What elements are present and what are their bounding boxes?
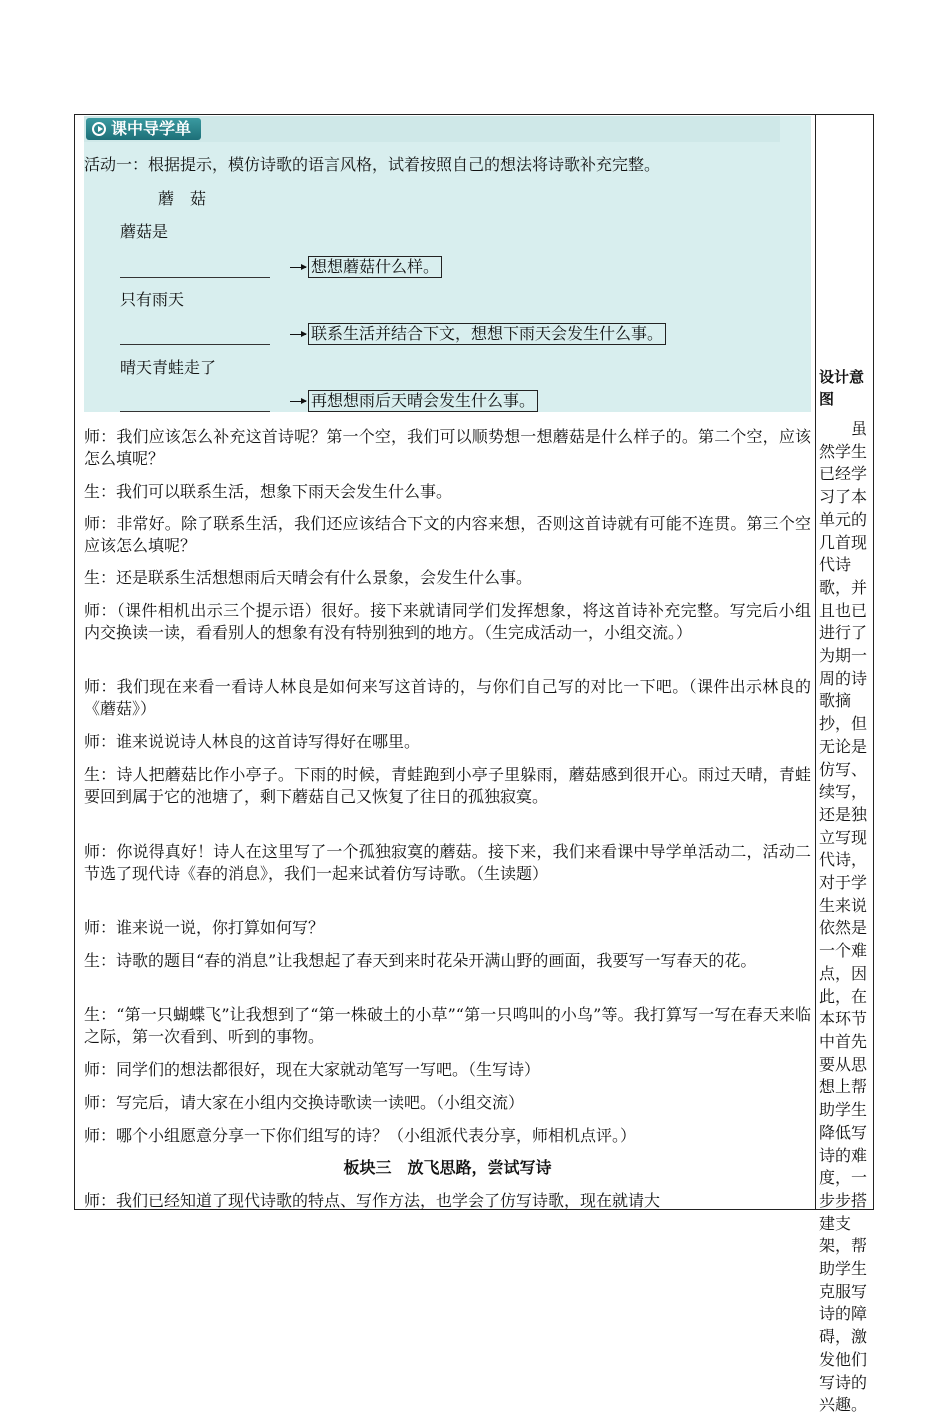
dialogue-line: 师：（课件相机出示三个提示语）很好。接下来就请同学们发挥想象，将这首诗补充完整。写完后小组内交换读一读，看看别人的想象有没有特别独到的地方。（生完成活动一，小组交流。） [84, 601, 811, 642]
poem-line-2: 只有雨天 [120, 290, 185, 309]
guide-tab-bar [84, 116, 780, 142]
hint-box: 想想蘑菇什么样。 [308, 256, 442, 278]
dialogue-line: 师：非常好。除了联系生活，我们还应该结合下文的内容来想，否则这首诗就有可能不连贯。第三个空应该怎么填呢？ [84, 514, 811, 555]
dialogue-line: 师：哪个小组愿意分享一下你们组写的诗？（小组派代表分享，师相机点评。） [84, 1126, 637, 1145]
dialogue-line: 生：“第一只蝴蝶飞”让我想到了“第一株破土的小草”“第一只鸣叫的小鸟”等。我打算写一写在春天来临之际，第一次看到、听到的事物。 [84, 1005, 811, 1046]
column-divider [815, 114, 816, 1210]
dialogue-line: 生：还是联系生活想想雨后天晴会有什么景象，会发生什么事。 [84, 568, 533, 587]
fill-blank [120, 395, 270, 412]
poem-title: 蘑 菇 [158, 189, 207, 208]
guide-tab [86, 118, 201, 140]
dialogue-line: 师：写完后，请大家在小组内交换诗歌读一读吧。（小组交流） [84, 1093, 525, 1112]
blank-row-2 [120, 323, 666, 345]
poem-line-3: 晴天青蛙走了 [120, 358, 217, 377]
arrow-icon [290, 267, 306, 268]
play-icon [92, 122, 106, 136]
poem-line-1: 蘑菇是 [120, 222, 169, 241]
dialogue-line: 生：诗歌的题目“春的消息”让我想起了春天到来时花朵开满山野的画面，我要写一写春天的花。 [84, 951, 757, 970]
design-intent-column [819, 366, 871, 1417]
activity-instruction: 活动一：根据提示，模仿诗歌的语言风格，试着按照自己的想法将诗歌补充完整。 [84, 155, 661, 174]
section-heading: 板块三 放飞思路，尝试写诗 [343, 1158, 552, 1177]
dialogue-line: 师：谁来说一说，你打算如何写？ [84, 918, 325, 937]
dialogue-line: 师：我们应该怎么补充这首诗呢？第一个空，我们可以顺势想一想蘑菇是什么样子的。第二个空，应该怎么填呢？ [84, 427, 811, 468]
dialogue-line: 师：同学们的想法都很好，现在大家就动笔写一写吧。（生写诗） [84, 1060, 541, 1079]
guide-panel [84, 116, 811, 412]
blank-row-1 [120, 256, 442, 278]
design-intent-text: 虽然学生已经学习了本单元的几首现代诗歌，并且也已进行了为期一周的诗歌摘抄，但无论是仿写、续写，还是独立写现代诗，对于学生来说依然是一个难点，因此，在本环节中首先要从思想上帮助学生降低写诗的难度，一步步搭建支架，帮助学生克服写诗的障碍，激发他们写诗的兴趣。 [819, 419, 868, 1415]
dialogue-line: 师：我们已经知道了现代诗歌的特点、写作方法，也学会了仿写诗歌，现在就请大 [84, 1191, 661, 1210]
dialogue-line: 师：我们现在来看一看诗人林良是如何来写这首诗的，与你们自己写的对比一下吧。（课件出示林良的《蘑菇》） [84, 677, 811, 718]
hint-box: 再想想雨后天晴会发生什么事。 [308, 390, 538, 412]
fill-blank [120, 261, 270, 278]
arrow-icon [290, 334, 306, 335]
dialogue-line: 生：我们可以联系生活，想象下雨天会发生什么事。 [84, 482, 453, 501]
dialogue-line: 师：你说得真好！诗人在这里写了一个孤独寂寞的蘑菇。接下来，我们来看课中导学单活动二，活动二节选了现代诗《春的消息》，我们一起来试着仿写诗歌。（生读题） [84, 842, 811, 883]
hint-box: 联系生活并结合下文，想想下雨天会发生什么事。 [308, 323, 666, 345]
dialogue-line: 生：诗人把蘑菇比作小亭子。下雨的时候，青蛙跑到小亭子里躲雨，蘑菇感到很开心。雨过天晴，青蛙要回到属于它的池塘了，剩下蘑菇自己又恢复了往日的孤独寂寞。 [84, 765, 811, 806]
tab-label: 课中导学单 [111, 119, 192, 138]
main-column [84, 116, 811, 1210]
design-intent-title: 设计意图 [819, 368, 865, 408]
dialogue-line: 师：谁来说说诗人林良的这首诗写得好在哪里。 [84, 732, 421, 751]
blank-row-3 [120, 390, 538, 412]
arrow-icon [290, 401, 306, 402]
fill-blank [120, 328, 270, 345]
